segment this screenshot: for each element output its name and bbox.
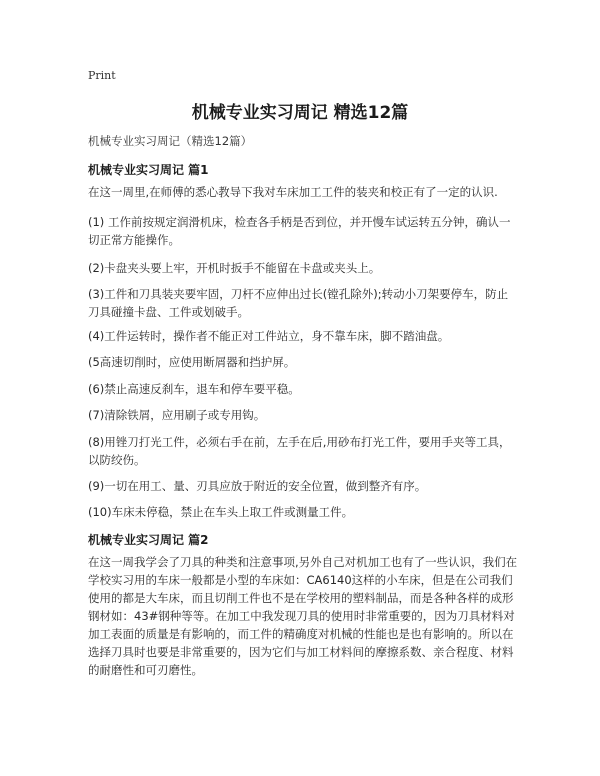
list-item: (3)工件和刀具装夹要牢固，刀杆不应伸出过长(镗孔除外);转动小刀架要停车，防止刀具碰撞卡盘、工件或划破手。	[88, 287, 509, 319]
section-heading-2: 机械专业实习周记 篇2	[88, 533, 209, 547]
section-2-body: 在这一周我学会了刀具的种类和注意事项,另外自己对机加工也有了一些认识，我们在学校实习用的车床一般都是小型的车床如：CA6140这样的小车床，但是在公司我们使用的都是大车床，而且切削工件也不是在学校用的塑料制品，而是各种各样的成形钢材如：43#钢种等等。在加工中我发现刀具的使用时非常重要的，因为刀具材料对加工表面的质量是有影响的，而工件的精确度对机械的性能也是也有影响的。所以在选择刀具时也要是非常重要的，因为它们与加工材料间的摩擦系数、亲合程度、材料的耐磨性和可刃磨性。	[88, 555, 518, 677]
list-item: (4)工件运转时，操作者不能正对工件站立，身不靠车床，脚不踏油盘。	[88, 329, 450, 343]
list-item: (7)清除铁屑，应用刷子或专用钩。	[88, 408, 266, 422]
section-heading-1: 机械专业实习周记 篇1	[88, 163, 209, 177]
document-subtitle: 机械专业实习周记（精选12篇）	[88, 134, 253, 148]
list-item: (1) 工作前按规定润滑机床，检查各手柄是否到位，并开慢车试运转五分钟，确认一切正常方能操作。	[88, 215, 511, 247]
section-1-intro: 在这一周里,在师傅的悉心教导下我对车床加工工件的装夹和校正有了一定的认识.	[88, 185, 498, 199]
list-item: (6)禁止高速反刹车，退车和停车要平稳。	[88, 382, 300, 396]
list-item: (10)车床未停稳，禁止在车头上取工件或测量工件。	[88, 505, 354, 519]
document-title: 机械专业实习周记 精选12篇	[191, 103, 409, 123]
list-item: (5高速切削时，应使用断屑器和挡护屏。	[88, 355, 296, 369]
list-item: (9)一切在用工、量、刃具应放于附近的安全位置，做到整齐有序。	[88, 479, 427, 493]
list-item: (2)卡盘夹头要上牢，开机时扳手不能留在卡盘或夹头上。	[88, 261, 381, 275]
list-item: (8)用锉刀打光工件，必须右手在前，左手在后,用砂布打光工件，要用手夹等工具，以防绞伤。	[88, 435, 511, 467]
print-label[interactable]: Print	[88, 69, 116, 82]
